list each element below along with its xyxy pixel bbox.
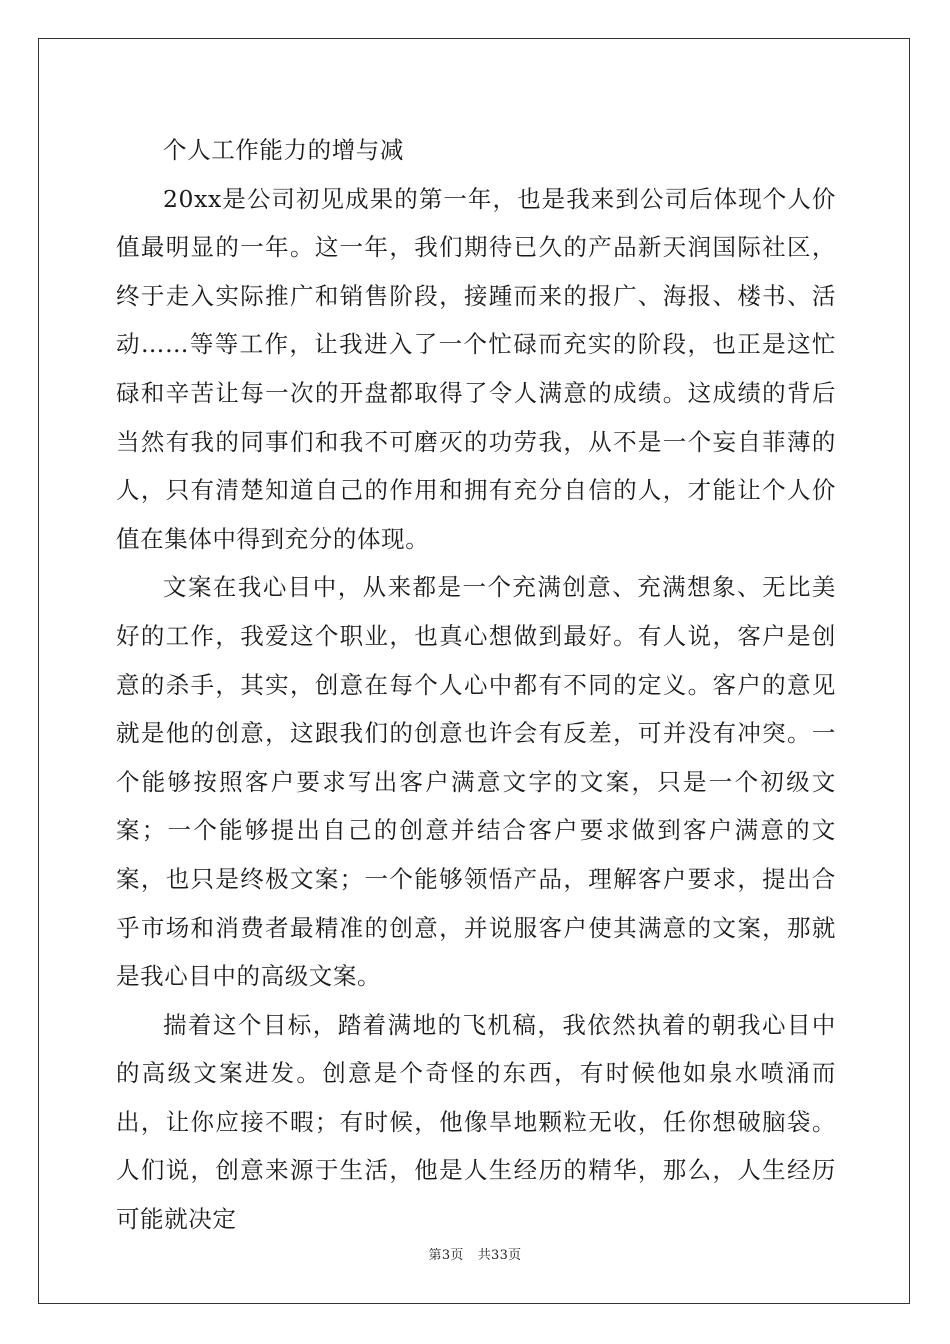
paragraph-3: 揣着这个目标，踏着满地的飞机稿，我依然执着的朝我心目中的高级文案进发。创意是个奇怪的东西，有时候他如泉水喷涌而出，让你应接不暇；有时候，他像旱地颗粒无收，任你想破脑袋。人们说，创意来源于生活，他是人生经历的精华，那么，人生经历可能就决定: [116, 1010, 836, 1234]
paragraph-1: 20xx是公司初见成果的第一年，也是我来到公司后体现个人价值最明显的一年。这一年，我们期待已久的产品新天润国际社区，终于走入实际推广和销售阶段，接踵而来的报广、海报、楼书、活动……等等工作，让我进入了一个忙碌而充实的阶段，也正是这忙碌和辛苦让每一次的开盘都取得了令人满意的成绩。这成绩的背后当然有我的同事们和我不可磨灭的功劳我，从不是一个妄自菲薄的人，只有清楚知道自己的作用和拥有充分自信的人，才能让个人价值在集体中得到充分的体现。: [116, 184, 836, 553]
page-footer: [0, 1244, 950, 1263]
document-body: [116, 126, 836, 1244]
page-total: 共33页: [477, 1248, 522, 1263]
section-heading: 个人工作能力的增与减: [163, 136, 404, 164]
paragraph-2: 文案在我心目中，从来都是一个充满创意、充满想象、无比美好的工作，我爱这个职业，也真心想做到最好。有人说，客户是创意的杀手，其实，创意在每个人心中都有不同的定义。客户的意见就是他的创意，这跟我们的创意也许会有反差，可并没有冲突。一个能够按照客户要求写出客户满意文字的文案，只是一个初级文案；一个能够提出自己的创意并结合客户要求做到客户满意的文案，也只是终极文案；一个能够领悟产品，理解客户要求，提出合乎市场和消费者最精准的创意，并说服客户使其满意的文案，那就是我心目中的高级文案。: [116, 573, 836, 991]
page-number: 第3页: [428, 1248, 464, 1263]
